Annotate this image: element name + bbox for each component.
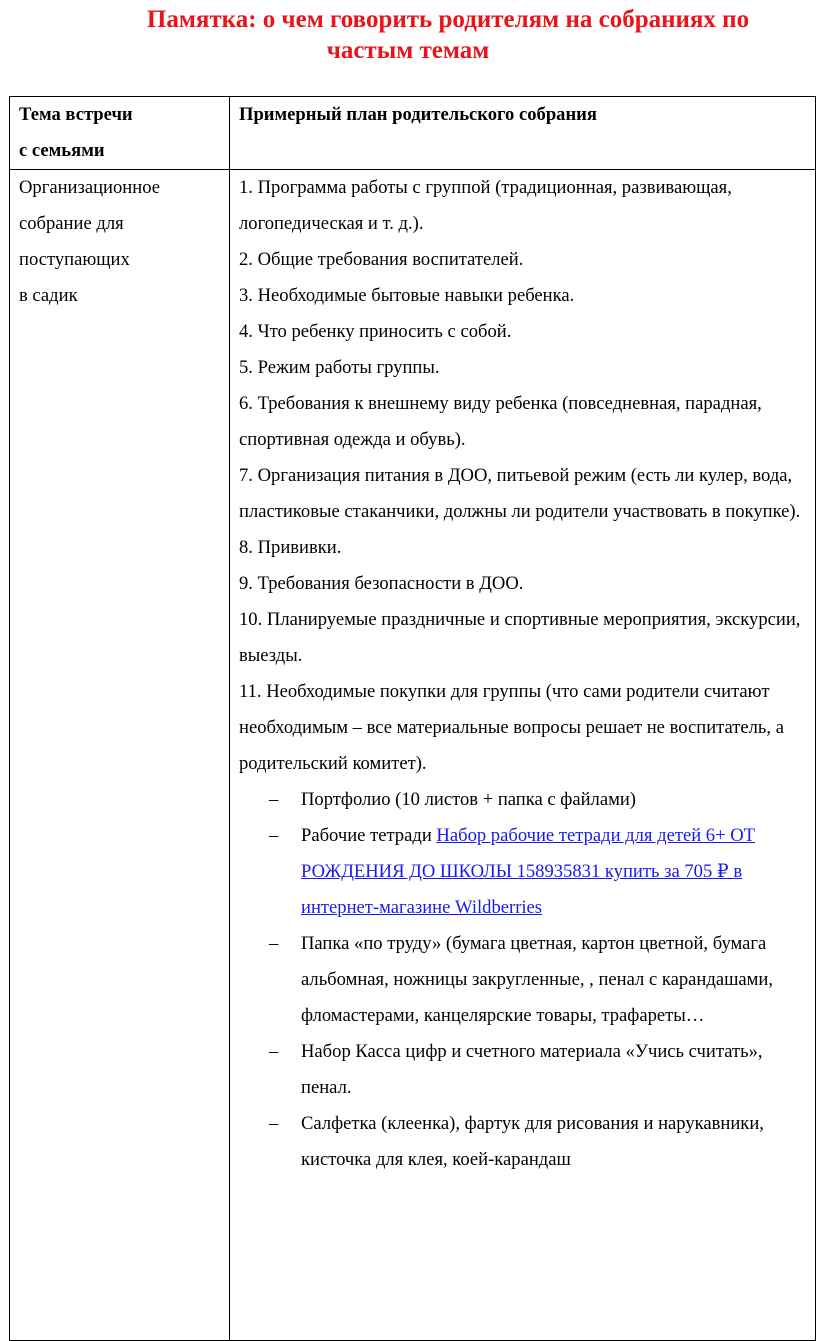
plan-item-11: 11. Необходимые покупки для группы (что сами родители считают необходимым – все материальные вопросы решает не воспитатель, а родительский комитет).	[239, 681, 784, 774]
dash-bullet: –	[269, 1041, 279, 1062]
dash-bullet: –	[269, 933, 279, 954]
dash-bullet: –	[269, 825, 279, 846]
sub-item-counting-set: Набор Касса цифр и счетного материала «Учись считать», пенал.	[301, 1041, 763, 1098]
plan-item-2: 2. Общие требования воспитателей.	[239, 249, 524, 270]
title-line-1: Памятка: о чем говорить родителям на собраниях по	[146, 6, 750, 33]
wildberries-link[interactable]: Набор рабочие тетради для детей 6+ ОТ РОЖДЕНИЯ ДО ШКОЛЫ 158935831 купить за 705 ₽ в интернет-магазине Wildberries	[301, 825, 756, 918]
list-item	[239, 926, 815, 1034]
plan-item-3: 3. Необходимые бытовые навыки ребенка.	[239, 285, 575, 306]
topic-line: в садик	[19, 285, 78, 306]
meeting-plan-table	[9, 96, 816, 1341]
plan-item-8: 8. Прививки.	[239, 537, 342, 558]
sub-item-napkin: Салфетка (клеенка), фартук для рисования и нарукавники, кисточка для клея, коей-карандаш	[301, 1113, 764, 1170]
dash-bullet: –	[269, 789, 279, 810]
topic-line: Организационное	[19, 177, 160, 198]
plan-item-1: 1. Программа работы с группой (традиционная, развивающая, логопедическая и т. д.).	[239, 177, 732, 234]
sub-item-workbooks: Рабочие тетради	[301, 825, 437, 846]
header-topic-line-1: Тема встречи	[19, 104, 133, 125]
header-topic-line-2: с семьями	[19, 140, 105, 161]
sub-item-portfolio: Портфолио (10 листов + папка с файлами)	[301, 789, 636, 810]
topic-line: поступающих	[19, 249, 130, 270]
plan-item-10: 10. Планируемые праздничные и спортивные мероприятия, экскурсии, выезды.	[239, 609, 801, 666]
title-line-2: частым темам	[326, 37, 490, 64]
header-plan-cell: Примерный план родительского собрания	[230, 97, 816, 170]
header-topic-cell	[10, 97, 230, 170]
plan-cell	[230, 170, 816, 1341]
list-item	[239, 1106, 815, 1178]
topic-line: собрание для	[19, 213, 124, 234]
sub-item-labor-folder: Папка «по труду» (бумага цветная, картон цветной, бумага альбомная, ножницы закругленные, , пенал с карандашами, фломастерами, канцелярские товары, трафареты…	[301, 933, 774, 1026]
plan-item-9: 9. Требования безопасности в ДОО.	[239, 573, 524, 594]
list-item	[239, 818, 815, 926]
table-row	[10, 170, 816, 1341]
plan-item-5: 5. Режим работы группы.	[239, 357, 440, 378]
plan-item-4: 4. Что ребенку приносить с собой.	[239, 321, 512, 342]
list-item	[239, 782, 815, 818]
plan-item-6: 6. Требования к внешнему виду ребенка (повседневная, парадная, спортивная одежда и обувь).	[239, 393, 762, 450]
table-header-row	[10, 97, 816, 170]
topic-cell	[10, 170, 230, 1341]
purchase-list	[239, 782, 815, 1178]
dash-bullet: –	[269, 1113, 279, 1134]
page-title	[0, 4, 816, 66]
plan-item-7: 7. Организация питания в ДОО, питьевой режим (есть ли кулер, вода, пластиковые стаканчики, должны ли родители участвовать в покупке).	[239, 465, 801, 522]
list-item	[239, 1034, 815, 1106]
